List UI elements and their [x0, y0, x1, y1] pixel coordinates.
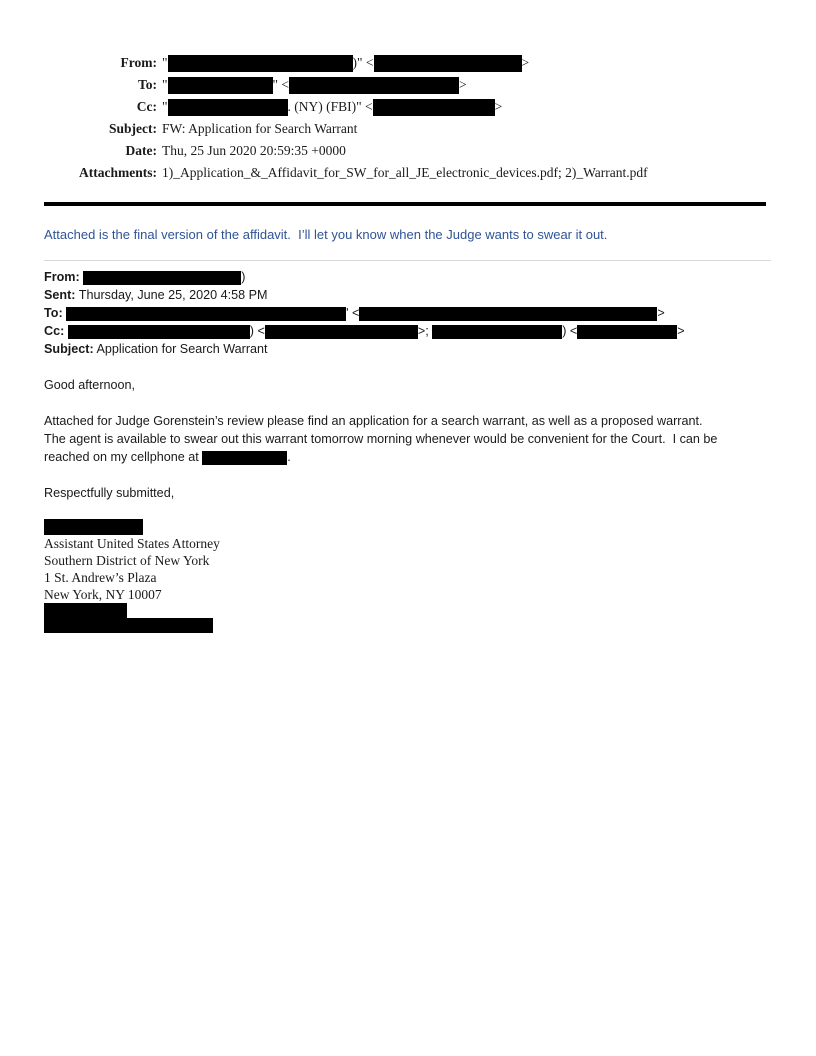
attachments-value: 1)_Application_&_Affidavit_for_SW_for_all_JE_electronic_devices.pdf; 2)_Warrant.pdf: [162, 165, 648, 180]
fwd-row-from: From: ): [44, 270, 246, 284]
fwd-row-cc: Cc: ) < >; ) < >: [44, 324, 685, 338]
fwd-from-label: From:: [44, 270, 80, 284]
fwd-subject-value: Application for Search Warrant: [93, 342, 268, 356]
redaction-bar: [265, 325, 418, 339]
header-row-from: [44, 52, 768, 74]
forwarded-header-block: [44, 268, 784, 358]
email-header-block: [44, 52, 768, 184]
fwd-row-to: To: ' < >: [44, 306, 665, 320]
redaction-bar: [168, 99, 288, 116]
greeting-text: Good afternoon,: [44, 378, 136, 392]
redaction-bar: [374, 55, 522, 72]
redaction-bar: [432, 325, 562, 339]
fwd-sent-label: Sent:: [44, 288, 76, 302]
header-row-subject: [44, 118, 768, 140]
redaction-bar: [359, 307, 657, 321]
signature-city: New York, NY 10007: [44, 587, 162, 602]
redaction-bar-signature-name: [44, 519, 143, 535]
body-paragraph: [44, 412, 784, 466]
header-row-to: [44, 74, 768, 96]
redaction-bar: [202, 451, 287, 465]
redaction-bar: [168, 77, 273, 94]
thick-divider-rule: [44, 202, 766, 206]
signature-title: Assistant United States Attorney: [44, 536, 220, 551]
body-line-3: reached on my cellphone at .: [44, 450, 291, 464]
signature-district: Southern District of New York: [44, 553, 210, 568]
cc-label: Cc:: [136, 99, 157, 114]
from-label: From:: [120, 55, 157, 70]
fwd-to-label: To:: [44, 306, 63, 320]
fwd-cc-label: Cc:: [44, 324, 65, 338]
to-value: " " < >: [162, 77, 467, 92]
cc-value: " . (NY) (FBI)" < >: [162, 99, 503, 114]
redaction-bar: [289, 77, 459, 94]
attachments-label: Attachments:: [79, 165, 157, 180]
redaction-bar: [83, 271, 241, 285]
redaction-bar: [68, 325, 250, 339]
from-value: " )" < >: [162, 55, 530, 70]
reply-intro-text: Attached is the final version of the affidavit. I’ll let you know when the Judge wants to swear it out.: [44, 227, 608, 242]
header-row-date: [44, 140, 768, 162]
header-row-attachments: [44, 162, 768, 184]
redaction-bar: [373, 99, 495, 116]
fwd-row-subject: [44, 340, 784, 358]
body-line-2: The agent is available to swear out this warrant tomorrow morning whenever would be convenient for the Court. I can be: [44, 432, 718, 446]
to-label: To:: [137, 77, 157, 92]
redaction-bar: [66, 307, 346, 321]
fwd-sent-value: Thursday, June 25, 2020 4:58 PM: [75, 288, 268, 302]
redaction-bar: [577, 325, 677, 339]
body-line-1: Attached for Judge Gorenstein’s review please find an application for a search warrant, as well as a proposed warrant.: [44, 414, 703, 428]
signature-address: 1 St. Andrew’s Plaza: [44, 570, 157, 585]
signature-block: [44, 519, 220, 633]
redaction-bar: [168, 55, 353, 72]
date-label: Date:: [125, 143, 157, 158]
header-row-cc: [44, 96, 768, 118]
fwd-row-sent: [44, 286, 784, 304]
fwd-subject-label: Subject:: [44, 342, 94, 356]
subject-label: Subject:: [109, 121, 157, 136]
date-value: Thu, 25 Jun 2020 20:59:35 +0000: [162, 143, 346, 158]
closing-text: Respectfully submitted,: [44, 486, 175, 500]
redaction-bar-phone: [44, 603, 127, 618]
thin-divider-rule: [44, 260, 771, 261]
subject-value: FW: Application for Search Warrant: [162, 121, 358, 136]
redaction-bar-email: [44, 618, 213, 633]
